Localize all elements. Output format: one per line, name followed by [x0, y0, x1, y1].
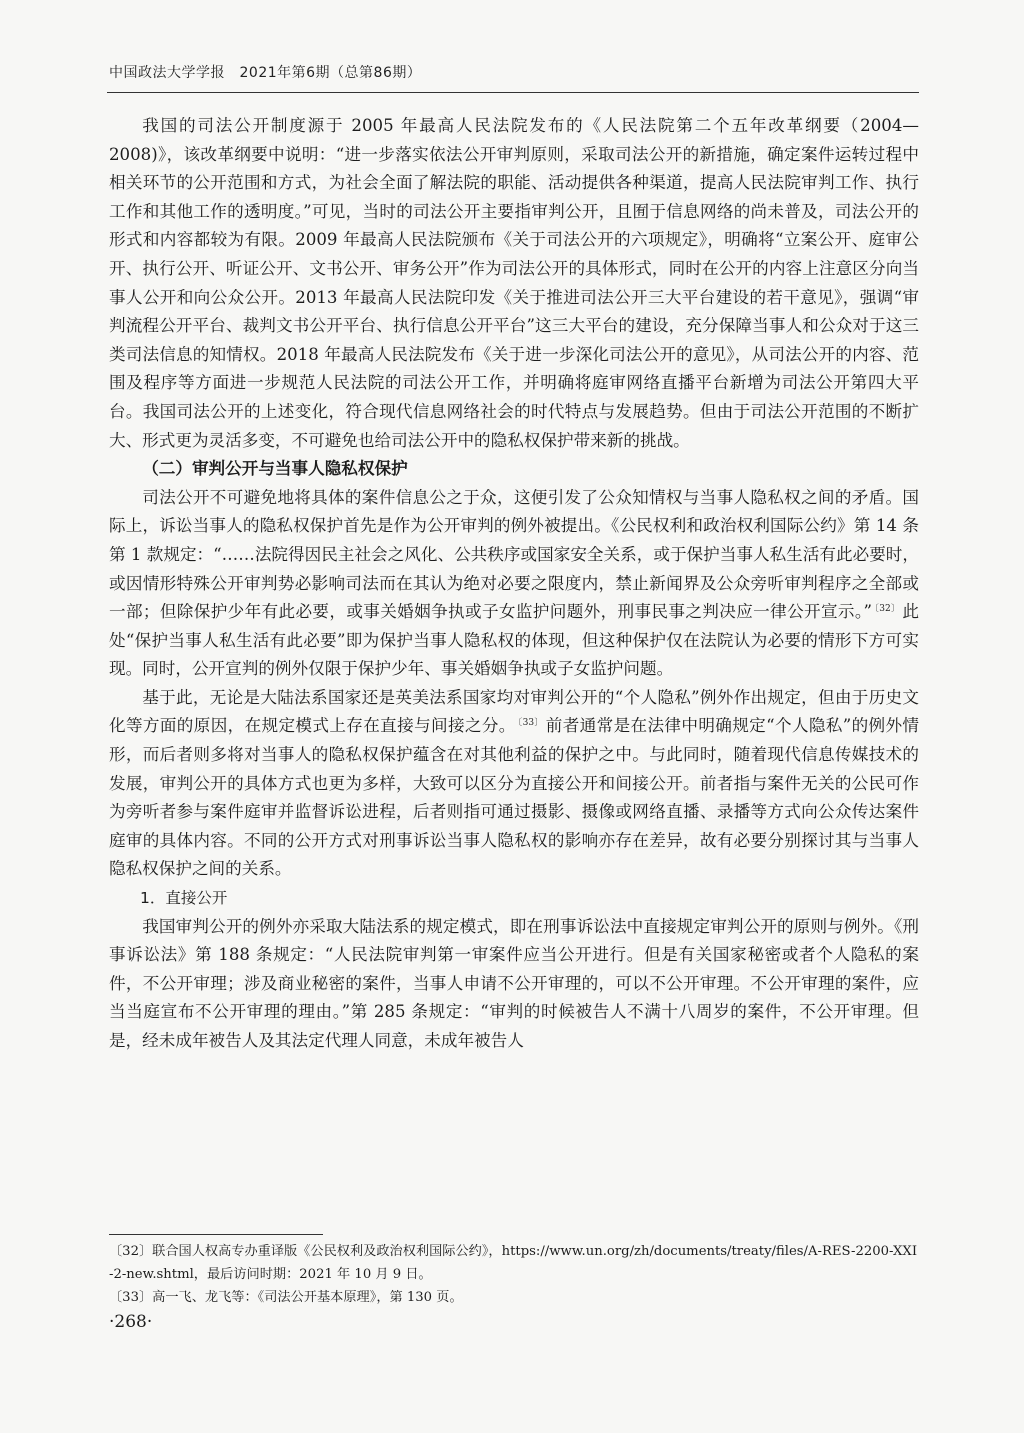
- page-number: ·268·: [109, 1312, 153, 1332]
- paragraph-legal-systems: [109, 684, 919, 884]
- footnote-divider: [109, 1234, 323, 1235]
- paragraph-text: 此处“保护当事人私生活有此必要”即为保护当事人隐私权的体现，但这种保护仅在法院认为必要的情形下方可实现。同时，公开宣判的例外仅限于保护少年、事关婚姻争执或子女监护问题。: [109, 602, 919, 679]
- footnote-32: 〔32〕联合国人权高专办重译版《公民权利及政治权利国际公约》，https://www.un.org/zh/documents/treaty/files/A-RES-2200-XXI-2-new.shtml，最后访问时期：2021 年 10 月 9 日。: [109, 1244, 918, 1282]
- paragraph-text: 司法公开不可避免地将具体的案件信息公之于众，这便引发了公众知情权与当事人隐私权之间的矛盾。国际上，诉讼当事人的隐私权保护首先是作为公开审判的例外被提出。《公民权利和政治权利国际公约》第 14 条第 1 款规定：“……法院得因民主社会之风化、公共秩序或国家安全关系，或于保护当事人私生活有此必要时，或因情形特殊公开审判势必影响司法而在其认为绝对必要之限度内，禁止新闻界及公众旁听审判程序之全部或一部；但除保护少年有此必要，或事关婚姻争执或子女监护问题外，刑事民事之判决应一律公开宣示。”: [109, 487, 919, 622]
- header-divider: [107, 92, 919, 93]
- paragraph-privacy-conflict: [109, 484, 919, 684]
- paragraph-judicial-openness-history: 我国的司法公开制度源于 2005 年最高人民法院发布的《人民法院第二个五年改革纲要（2004—2008)》，该改革纲要中说明：“进一步落实依法公开审判原则，采取司法公开的新措施，确定案件运转过程中相关环节的公开范围和方式，为社会全面了解法院的职能、活动提供各种渠道，提高人民法院审判工作、执行工作和其他工作的透明度。”可见，当时的司法公开主要指审判公开，且囿于信息网络的尚未普及，司法公开的形式和内容都较为有限。2009 年最高人民法院颁布《关于司法公开的六项规定》，明确将“立案公开、庭审公开、执行公开、听证公开、文书公开、审务公开”作为司法公开的具体形式，同时在公开的内容上注意区分向当事人公开和向公众公开。2013 年最高人民法院印发《关于推进司法公开三大平台建设的若干意见》，强调“审判流程公开平台、裁判文书公开平台、执行信息公开平台”这三大平台的建设，充分保障当事人和公众对于这三类司法信息的知情权。2018 年最高人民法院发布《关于进一步深化司法公开的意见》，从司法公开的内容、范围及程序等方面进一步规范人民法院的司法公开工作，并明确将庭审网络直播平台新增为司法公开第四大平台。我国司法公开的上述变化，符合现代信息网络社会的时代特点与发展趋势。但由于司法公开范围的不断扩大、形式更为灵活多变，不可避免也给司法公开中的隐私权保护带来新的挑战。: [109, 116, 919, 450]
- running-header: 中国政法大学学报 2021年第6期（总第86期）: [109, 65, 422, 81]
- paragraph-text: 前者通常是在法律中明确规定“个人隐私”的例外情形，而后者则多将对当事人的隐私权保护蕴含在对其他利益的保护之中。与此同时，随着现代信息传媒技术的发展，审判公开的具体方式也更为多样，大致可以区分为直接公开和间接公开。前者指与案件无关的公民可作为旁听者参与案件庭审并监督诉讼进程，后者则指可通过摄影、摄像或网络直播、录播等方式向公众传达案件庭审的具体内容。不同的公开方式对刑事诉讼当事人隐私权的影响亦存在差异，故有必要分别探讨其与当事人隐私权保护之间的关系。: [109, 716, 920, 879]
- footnote-ref-33[interactable]: 〔33〕: [517, 718, 544, 729]
- footnotes: [109, 1240, 919, 1309]
- article-body: [109, 112, 919, 1056]
- paragraph-text: 基于此，无论是大陆法系国家还是英美法系国家均对审判公开的“个人隐私”例外作出规定，但由于历史文化等方面的原因，在规定模式上存在直接与间接之分。: [109, 687, 919, 736]
- paragraph-criminal-procedure: 我国审判公开的例外亦采取大陆法系的规定模式，即在刑事诉讼法中直接规定审判公开的原则与例外。《刑事诉讼法》第 188 条规定：“人民法院审判第一审案件应当公开进行。但是有关国家秘密或者个人隐私的案件，不公开审理；涉及商业秘密的案件，当事人申请不公开审理的，可以不公开审理。不公开审理的案件，应当当庭宣布不公开审理的理由。”第 285 条规定：“审判的时候被告人不满十八周岁的案件，不公开审理。但是，经未成年被告人及其法定代理人同意，未成年被告人: [109, 916, 919, 1050]
- footnote-ref-32[interactable]: 〔32〕: [874, 604, 901, 615]
- section-heading: （二）审判公开与当事人隐私权保护: [142, 459, 408, 479]
- subsection-heading: 1．直接公开: [140, 889, 228, 908]
- footnote-33: 〔33〕高一飞、龙飞等：《司法公开基本原理》，第 130 页。: [109, 1290, 463, 1305]
